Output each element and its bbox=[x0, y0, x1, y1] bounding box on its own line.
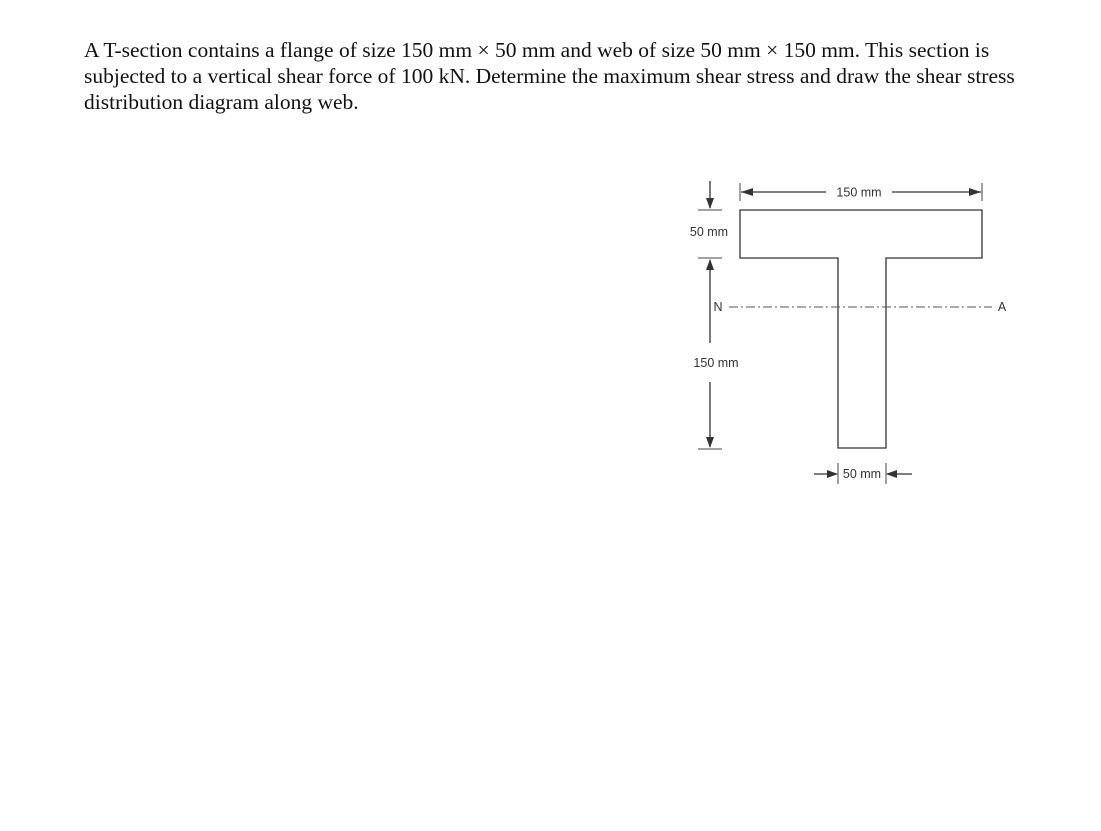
flange-depth-label: 50 mm bbox=[689, 225, 729, 239]
web-depth-arrow-down bbox=[706, 437, 714, 448]
web-width-dimension bbox=[814, 463, 912, 484]
flange-depth-dimension bbox=[690, 181, 728, 239]
web-width-label: 50 mm bbox=[842, 467, 882, 481]
flange-width-dimension bbox=[740, 183, 982, 201]
web-width-arrow-left bbox=[827, 470, 838, 478]
t-section-outline bbox=[740, 210, 982, 448]
web-depth-label: 150 mm bbox=[693, 356, 739, 370]
neutral-axis-label-n: N bbox=[713, 300, 723, 314]
flange-width-arrow-right bbox=[969, 188, 981, 196]
flange-width-arrow-left bbox=[741, 188, 753, 196]
flange-depth-arrow-down bbox=[706, 198, 714, 209]
problem-statement: A T-section contains a flange of size 150 mm × 50 mm and web of size 50 mm × 150 mm. This section is subjected to a vertical shear force of 100 kN. Determine the maximum shear stress and draw the shear stress distribution diagram along web. bbox=[84, 38, 1015, 114]
web-depth-dimension bbox=[693, 258, 738, 449]
neutral-axis-label-a: A bbox=[997, 300, 1007, 314]
flange-width-label: 150 mm bbox=[836, 185, 882, 200]
